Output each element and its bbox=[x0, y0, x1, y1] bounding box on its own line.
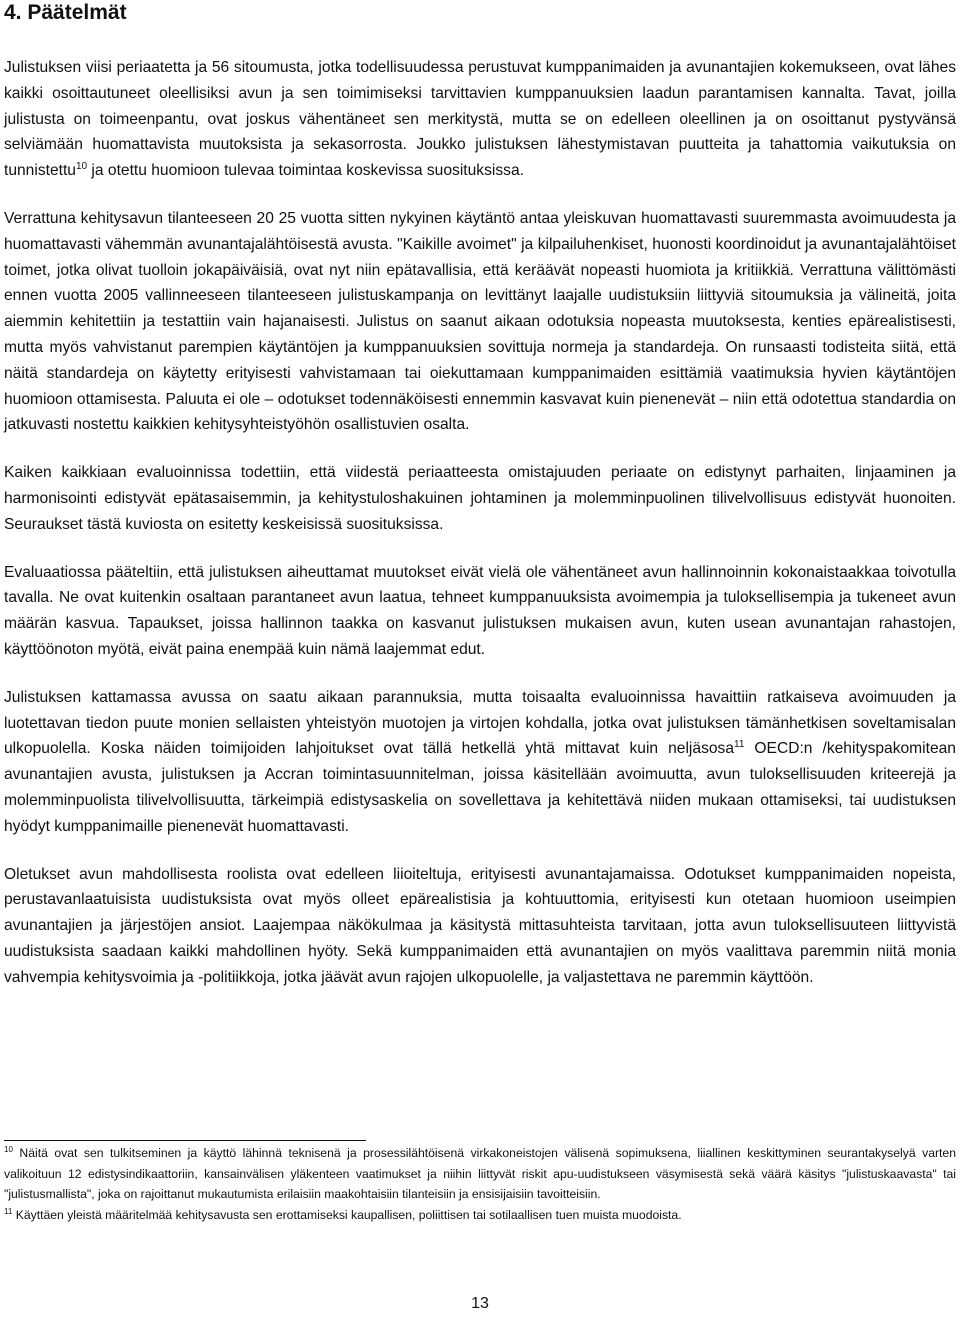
footnote-ref-11[interactable]: 11 bbox=[734, 739, 745, 751]
paragraph-6: Oletukset avun mahdollisesta roolista ovat edelleen liioiteltuja, erityisesti avunantajamaissa. Odotukset kumppanimaiden nopeista, perustavanlaatuisista uudistuksista ovat myös olleet epärealistisia ja kohtuuttomia, erityisesti kun otetaan huomioon useimpien avunantajien ja järjestöjen ansiot. Laajempaa näkökulmaa ja käsitystä mittasuhteista tarvitaan, jotta avun tuloksellisuuteen liittyvistä uudistuksista saadaan kaikki mahdollinen hyöty. Sekä kumppanimaiden että avunantajien on myös vaalittava paremmin niitä monia vahvempia kehitysvoimia ja -politiikkoja, jotka jäävät avun rajojen ulkopuolelle, ja valjastettava ne paremmin käyttöön. bbox=[4, 865, 956, 986]
footnote-divider bbox=[4, 1140, 366, 1141]
paragraph-text: OECD:n /kehityspakomitean avunantajien avusta, julistuksen ja Accran toimintasuunnitelman, joissa käsitellään avoimuutta, avun tuloksellisuuden kriteerejä ja molemminpuolista tilivelvollisuutta, tärkeimpiä edistysaskelia on sovellettava ja kehitettävä niiden mukaan ottamiseksi, tai uudistuksen hyödyt kumppanimaille pienenevät huomattavasti. bbox=[4, 740, 956, 835]
body-text bbox=[4, 55, 956, 1013]
paragraph-3: Kaiken kaikkiaan evaluoinnissa todettiin, että viidestä periaatteesta omistajuuden periaate on edistynyt parhaiten, linjaaminen ja harmonisointi edistyvät epätasaisemmin, ja kehitystuloshakuinen johtaminen ja molemminpuolinen tilivelvollisuus edistyvät huonoiten. Seuraukset tästä kuviosta on esitetty keskeisissä suosituksissa. bbox=[4, 464, 956, 533]
footnote-number: 11 bbox=[4, 1206, 13, 1216]
paragraph-1 bbox=[4, 55, 956, 184]
paragraph-text: Julistuksen kattamassa avussa on saatu aikaan parannuksia, mutta toisaalta evaluoinnissa havaittiin ratkaiseva avoimuuden ja luotettavan tiedon puute monien sellaisten yhteistyön muotojen ja virtojen kohdalla, jotka ovat julistuksen tämänhetkisen soveltamisalan ulkopuolella. Koska näiden toimijoiden lahjoitukset ovat tällä hetkellä yhtä mittavat kuin neljäsosa bbox=[4, 688, 956, 758]
footnotes bbox=[4, 1140, 956, 1225]
section-heading: 4. Päätelmät bbox=[4, 1, 127, 24]
footnote-number: 10 bbox=[4, 1144, 13, 1154]
footnote-11 bbox=[4, 1205, 956, 1226]
footnote-text: Näitä ovat sen tulkitseminen ja käyttö lähinnä teknisenä ja prosessilähtöisenä virkakoneistojen välisenä sopimuksena, liiallinen keskittyminen seurantakyselyä varten valikoituun 12 edistysindikaattoriin, kansainvälisen yläkenteen vaatimukset ja niihin liittyvät riskit apu-uudistukseen väsymisestä sekä väärä käsitys "julistuskaavasta" tai "julistusmallista", joka on rajoittanut mukautumista erilaisiin maakohtaisiin tilanteisiin ja ensisijaisiin tavoitteisiin. bbox=[4, 1146, 956, 1201]
paragraph-text: Julistuksen viisi periaatetta ja 56 sitoumusta, jotka todellisuudessa perustuvat kumppanimaiden ja avunantajien kokemukseen, ovat lähes kaikki osoittautuneet oleellisiksi avun ja sen toimimiseksi tarvittavien kumppanuuksien laadun parantamisen kannalta. Tavat, joilla julistusta on toimeenpantu, ovat joskus vähentäneet sen merkitystä, mutta se on edelleen oleellinen ja on osoittanut pystyvänsä selviämään huomattavista muutoksista ja sekasorrosta. Joukko julistuksen lähestymistavan puutteita ja tahattomia vaikutuksia on tunnistettu bbox=[4, 59, 956, 180]
paragraph-2: Verrattuna kehitysavun tilanteeseen 20 25 vuotta sitten nykyinen käytäntö antaa yleiskuvan huomattavasti suuremmasta avoimuudesta ja huomattavasti vähemmän avunantajalähtöisestä avusta. "Kaikille avoimet" ja kilpailuhenkiset, huonosti koordinoidut ja avunantajalähtöiset toimet, jotka olivat tuolloin jokapäiväisiä, ovat nyt niin epätavallisia, että keräävät nopeasti huomiota ja kritiikkiä. Verrattuna välittömästi ennen vuotta 2005 vallinneeseen tilanteeseen julistuskampanja on levittänyt laajalle uudistuksiin liittyviä sitoumuksia ja välineitä, joita aiemmin kehitettiin ja testattiin vain hajanaisesti. Julistus on saanut aikaan odotuksia nopeasta muutoksesta, kenties epärealistisesti, mutta myös vahvistanut parempien käytäntöjen ja kumppanuuksien sovittuja normeja ja standardeja. On runsaasti todisteita siitä, että näitä standardeja on käytetty erityisesti vahvistamaan tai oiekuttamaan kumppanimaiden esittämiä vaatimuksia hyvien käytäntöjen huomioon ottamisesta. Paluuta ei ole – odotukset todennäköisesti ennemmin kasvavat kuin pienenevät – niin että odotettua standardia on jatkuvasti nostettu kaikkien kehitysyhteistyöhön osallistuvien osalta. bbox=[4, 209, 956, 434]
paragraph-4: Evaluaatiossa pääteltiin, että julistuksen aiheuttamat muutokset eivät vielä ole vähentäneet avun hallinnoinnin kokonaistaakkaa toivotulla tavalla. Ne ovat kuitenkin osaltaan parantaneet avun laatua, tehneet kumppanuuksista avoimempia ja tuloksellisempia ja tukeneet avun määrän kasvua. Tapaukset, joissa hallinnon taakka on kasvanut julistuksen mukaisen avun, kuten usean avunantajan rahastojen, käyttöönoton myötä, eivät paina enempää kuin nämä laajemmat edut. bbox=[4, 563, 956, 658]
paragraph-5 bbox=[4, 685, 956, 840]
footnote-text: Käyttäen yleistä määritelmää kehitysavusta sen erottamiseksi kaupallisen, poliittisen tai sotilaallisen tuen muista muodoista. bbox=[12, 1207, 682, 1222]
paragraph-text: ja otettu huomioon tulevaa toimintaa koskevissa suosituksissa. bbox=[87, 162, 524, 180]
footnote-10 bbox=[4, 1143, 956, 1205]
page-number: 13 bbox=[471, 1295, 489, 1312]
footnote-ref-10[interactable]: 10 bbox=[75, 161, 88, 172]
